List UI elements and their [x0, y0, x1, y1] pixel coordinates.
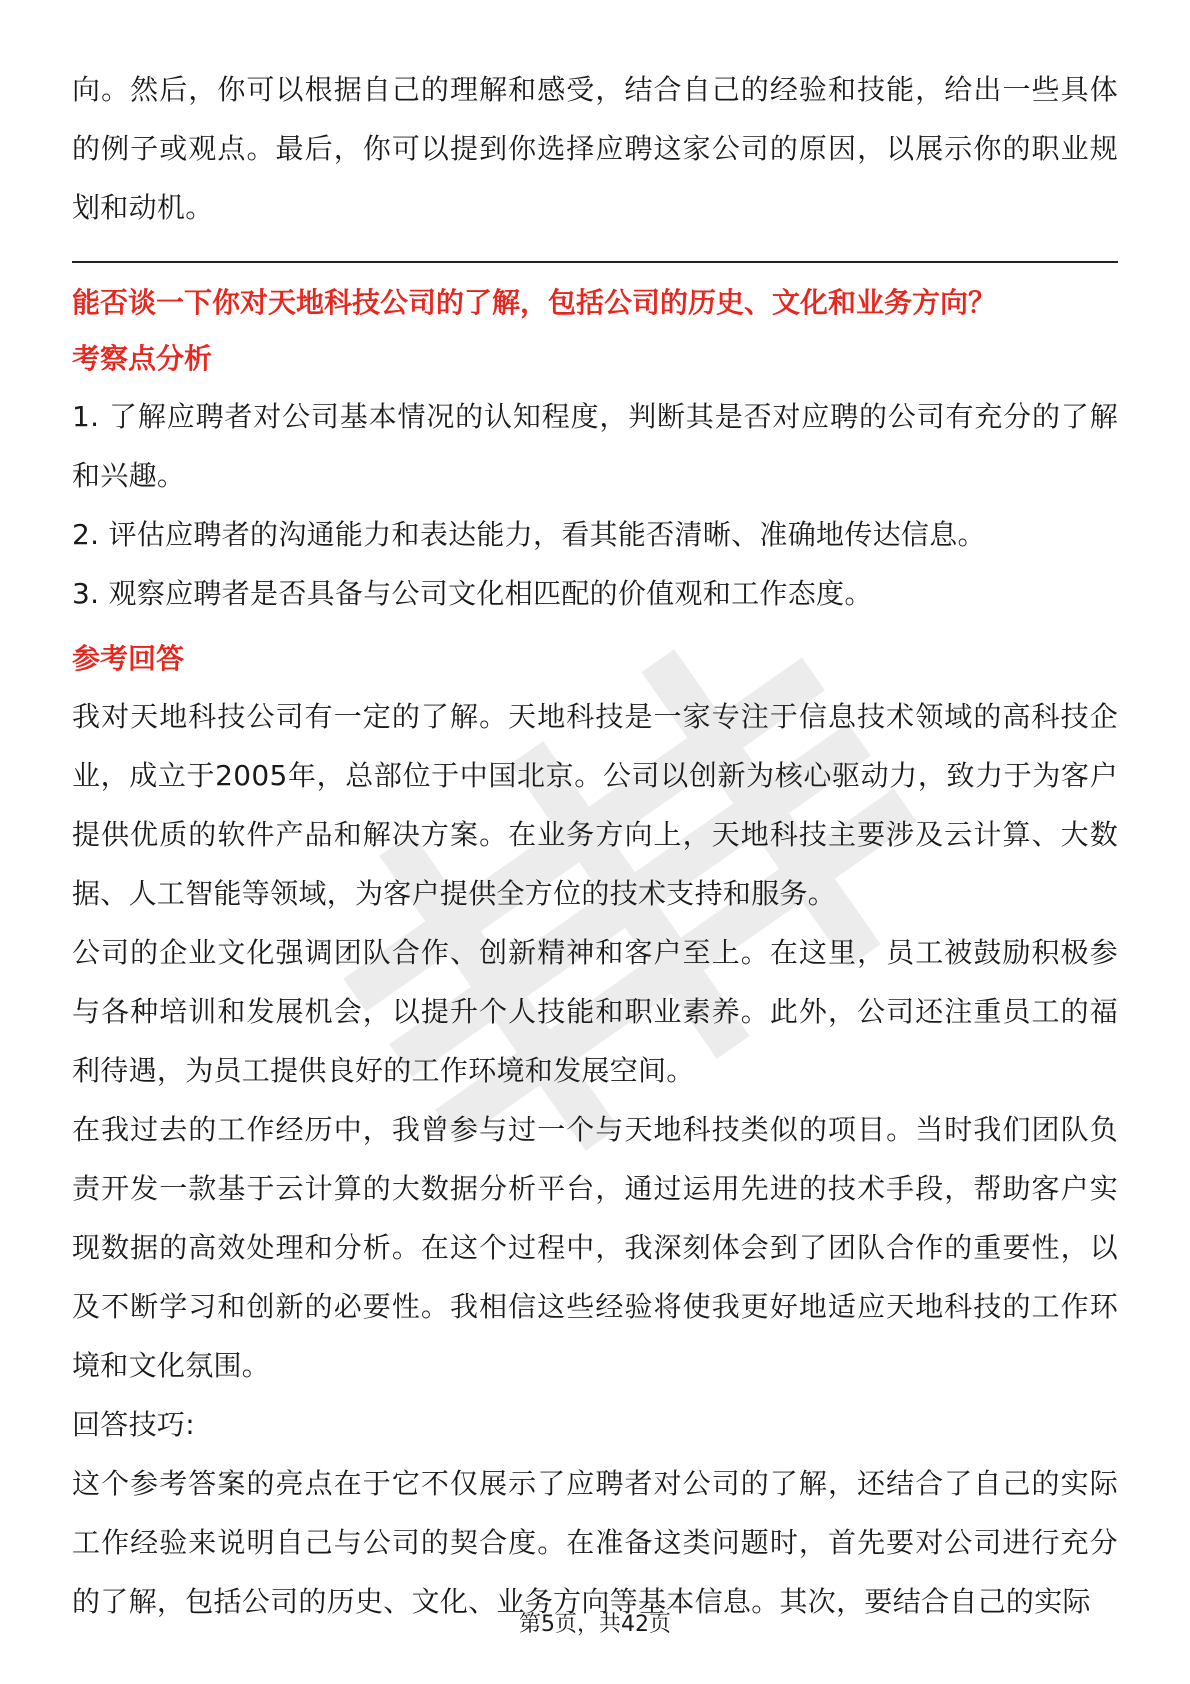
- tips-paragraph: 这个参考答案的亮点在于它不仅展示了应聘者对公司的了解，还结合了自己的实际工作经验来说明自己与公司的契合度。在准备这类问题时，首先要对公司进行充分的了解，包括公司的历史、文化、业务方向等基本信息。其次，要结合自己的实际: [72, 1467, 1118, 1618]
- intro-paragraph: 向。然后，你可以根据自己的理解和感受，结合自己的经验和技能，给出一些具体的例子或观点。最后，你可以提到你选择应聘这家公司的原因，以展示你的职业规划和动机。: [72, 73, 1118, 224]
- page-number: 第5页，共42页: [519, 1612, 671, 1637]
- analysis-item-1: 1. 了解应聘者对公司基本情况的认知程度，判断其是否对应聘的公司有充分的了解和兴趣。: [72, 400, 1118, 492]
- analysis-item-3: 3. 观察应聘者是否具备与公司文化相匹配的价值观和工作态度。: [72, 577, 873, 610]
- answer-title: 参考回答: [72, 642, 185, 675]
- section-divider: [72, 261, 1118, 263]
- main-content: [72, 60, 1118, 1631]
- answer-paragraph-3: 在我过去的工作经历中，我曾参与过一个与天地科技类似的项目。当时我们团队负责开发一款基于云计算的大数据分析平台，通过运用先进的技术手段，帮助客户实现数据的高效处理和分析。在这个过程中，我深刻体会到了团队合作的重要性，以及不断学习和创新的必要性。我相信这些经验将使我更好地适应天地科技的工作环境和文化氛围。: [72, 1113, 1118, 1382]
- answer-paragraph-2: 公司的企业文化强调团队合作、创新精神和客户至上。在这里，员工被鼓励积极参与各种培训和发展机会，以提升个人技能和职业素养。此外，公司还注重员工的福利待遇，为员工提供良好的工作环境和发展空间。: [72, 936, 1118, 1087]
- answer-paragraph-1: 我对天地科技公司有一定的了解。天地科技是一家专注于信息技术领域的高科技企业，成立于2005年，总部位于中国北京。公司以创新为核心驱动力，致力于为客户提供优质的软件产品和解决方案。在业务方向上，天地科技主要涉及云计算、大数据、人工智能等领域，为客户提供全方位的技术支持和服务。: [72, 700, 1118, 910]
- tips-title: 回答技巧:: [72, 1408, 195, 1441]
- analysis-title: 考察点分析: [72, 342, 213, 375]
- analysis-item-2: 2. 评估应聘者的沟通能力和表达能力，看其能否清晰、准确地传达信息。: [72, 518, 986, 551]
- question-heading: 能否谈一下你对天地科技公司的了解，包括公司的历史、文化和业务方向？: [72, 286, 997, 319]
